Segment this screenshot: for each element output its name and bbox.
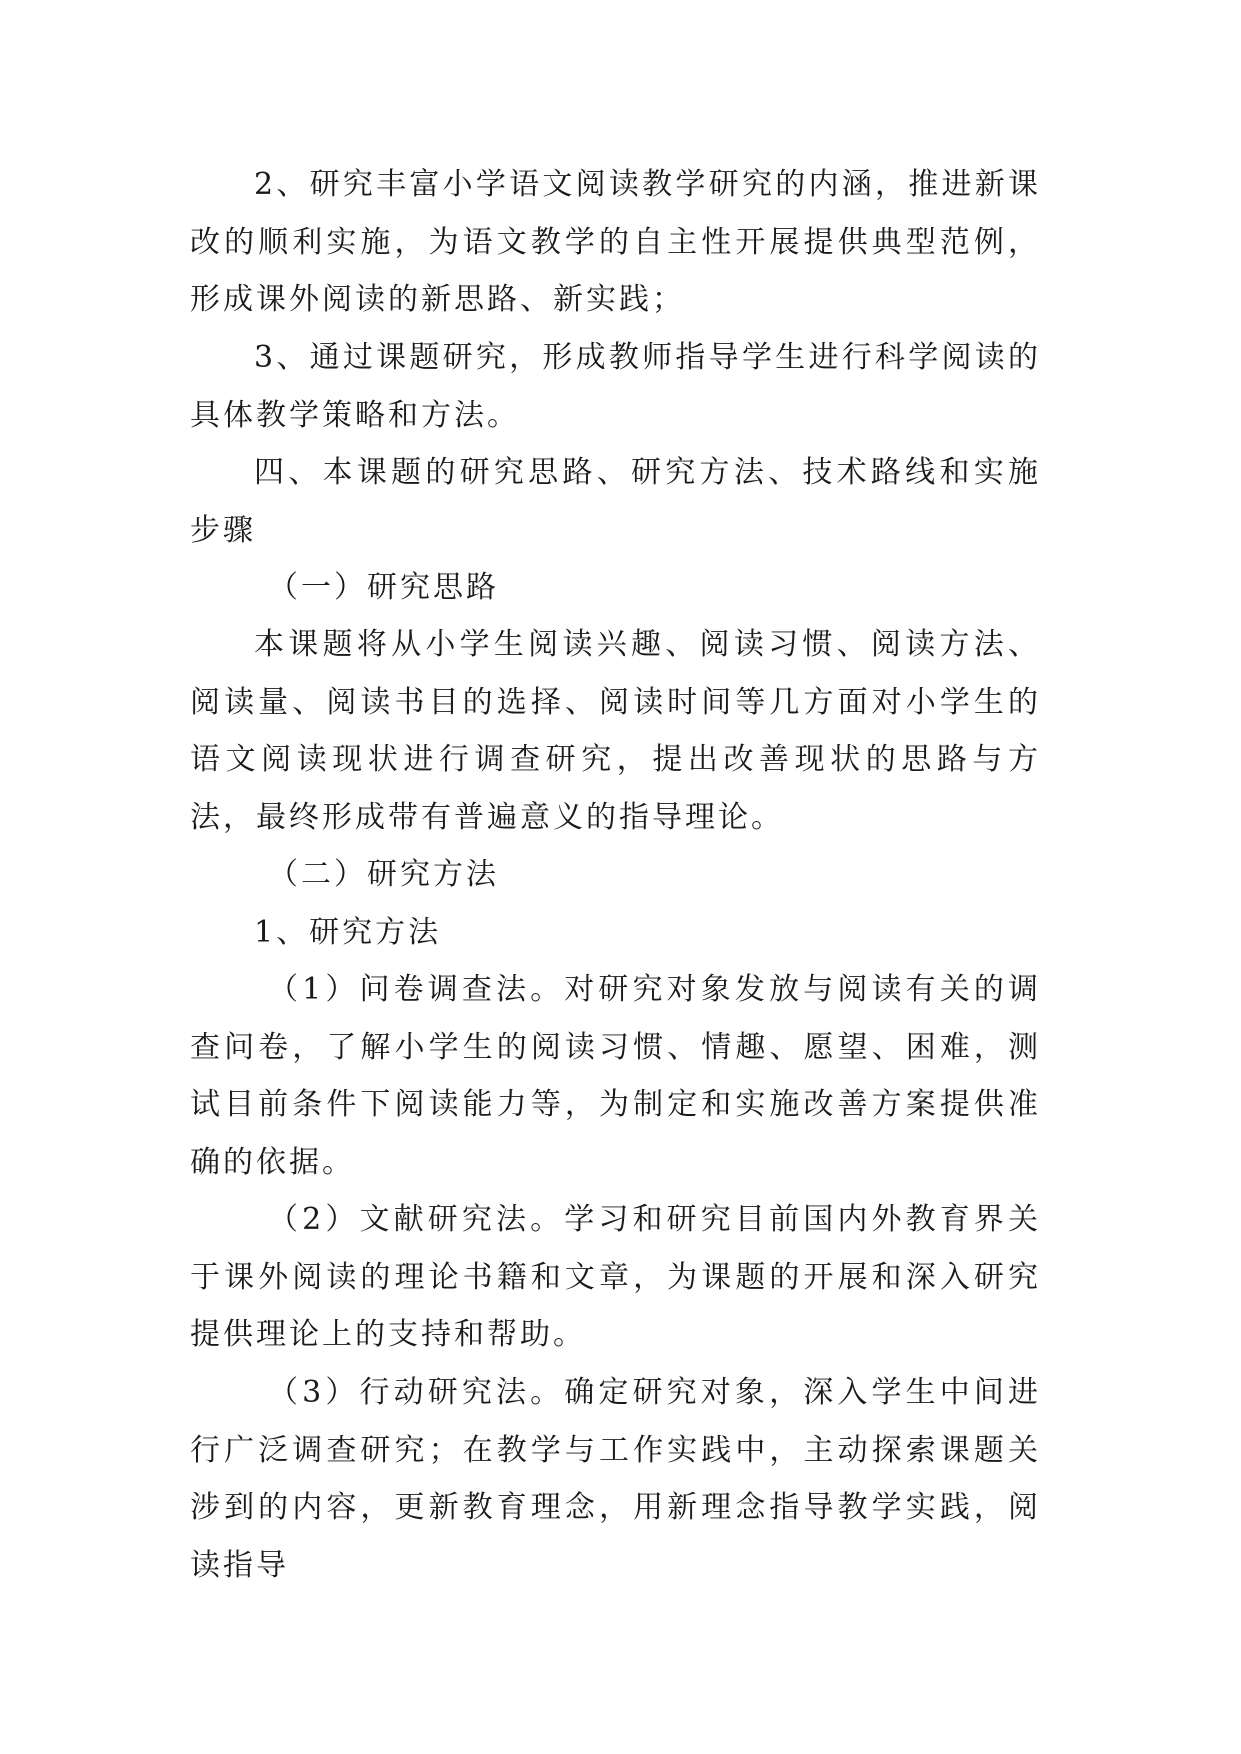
paragraph-method-1: （1）问卷调查法。对研究对象发放与阅读有关的调查问卷，了解小学生的阅读习惯、情趣、愿望、困难，测试目前条件下阅读能力等，为制定和实施改善方案提供准确的依据。 (190, 972, 1041, 1180)
paragraph-goal-2: 2、研究丰富小学语文阅读教学研究的内涵，推进新课改的顺利实施，为语文教学的自主性开展提供典型范例，形成课外阅读的新思路、新实践； (190, 167, 1041, 318)
subheading-research-method: （二）研究方法 (268, 857, 499, 892)
paragraph-goal-3: 3、通过课题研究，形成教师指导学生进行科学阅读的具体教学策略和方法。 (190, 340, 1041, 433)
paragraph-research-idea: 本课题将从小学生阅读兴趣、阅读习惯、阅读方法、阅读量、阅读书目的选择、阅读时间等几方面对小学生的语文阅读现状进行调查研究，提出改善现状的思路与方法，最终形成带有普遍意义的指导理论。 (190, 627, 1041, 835)
item-research-method: 1、研究方法 (254, 915, 442, 950)
subheading-research-idea: （一）研究思路 (268, 570, 499, 605)
paragraph-method-2: （2）文献研究法。学习和研究目前国内外教育界关于课外阅读的理论书籍和文章，为课题的开展和深入研究提供理论上的支持和帮助。 (190, 1202, 1041, 1353)
paragraph-method-3: （3）行动研究法。确定研究对象，深入学生中间进行广泛调查研究；在教学与工作实践中，主动探索课题关涉到的内容，更新教育理念，用新理念指导教学实践，阅读指导 (190, 1375, 1041, 1583)
section-heading-4: 四、本课题的研究思路、研究方法、技术路线和实施步骤 (190, 455, 1041, 548)
